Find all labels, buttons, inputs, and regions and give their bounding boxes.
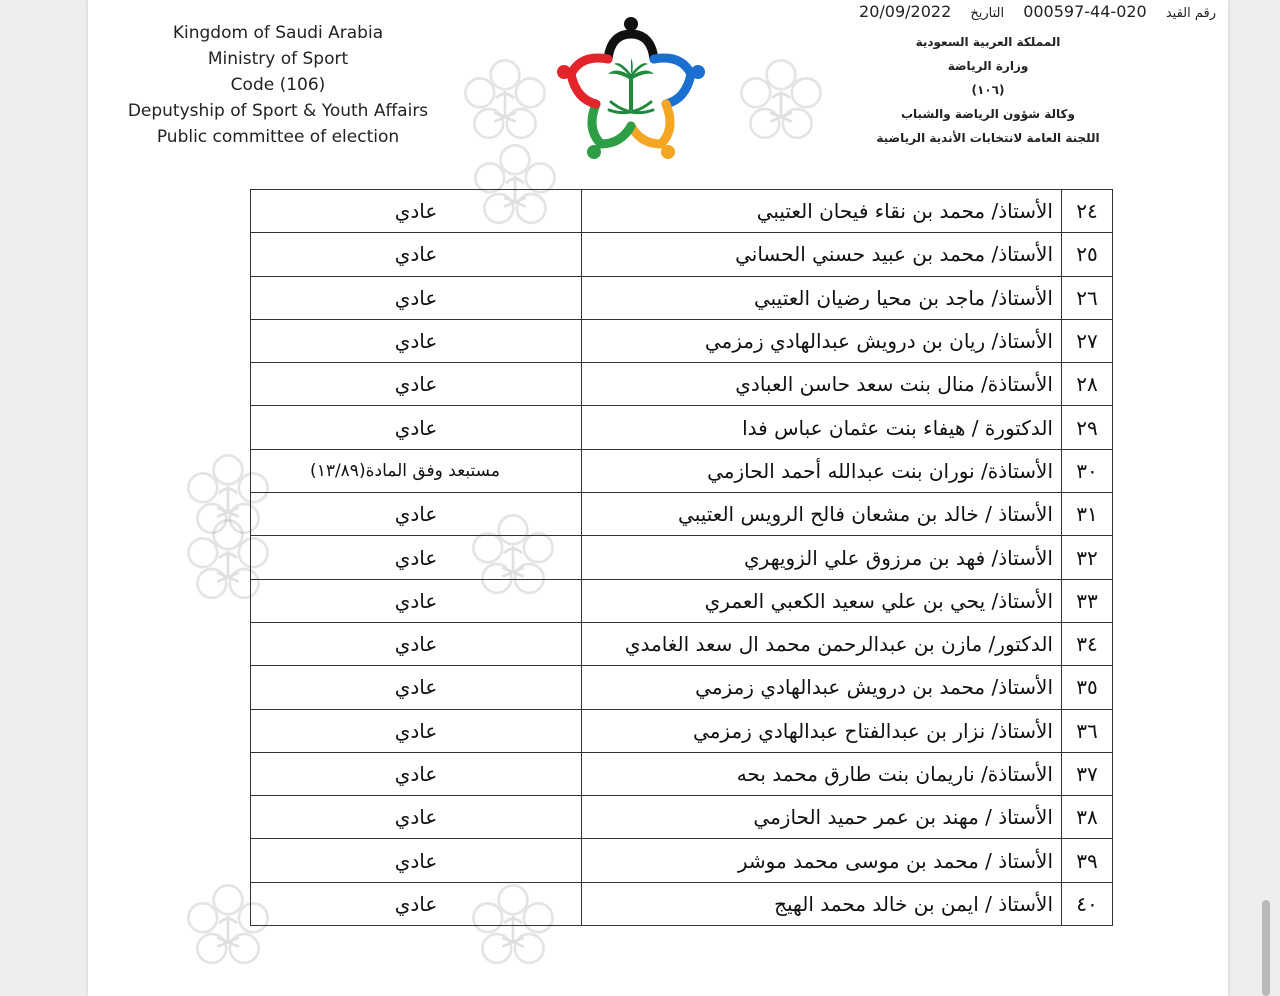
watermark-logo-icon [460,55,550,145]
watermark-logo-icon [736,55,826,145]
candidate-status: عادي [251,622,582,665]
candidate-name: الأستاذ/ محمد بن نقاء فيحان العتيبي [582,190,1062,233]
header-en-ministry: Ministry of Sport [207,49,349,69]
row-number: ٣٨ [1062,796,1113,839]
candidate-status: عادي [251,233,582,276]
header-arabic [838,30,1138,150]
candidate-status: عادي [251,752,582,795]
table-row [251,449,1113,492]
candidate-name: الأستاذ/ ريان بن درويش عبدالهادي زمزمي [582,319,1062,362]
candidate-status: عادي [251,579,582,622]
table-row [251,796,1113,839]
table-row [251,666,1113,709]
candidate-name: الأستاذ/ نزار بن عبدالفتاح عبدالهادي زمزمي [582,709,1062,752]
header-ar-kingdom: المملكة العربية السعودية [915,35,1061,49]
record-label: رقم القيد [1165,6,1216,21]
header-ar-code: (١٠٦) [971,83,1005,97]
row-number: ٣٠ [1062,449,1113,492]
candidate-status: عادي [251,276,582,319]
table-row [251,190,1113,233]
table-row [251,319,1113,362]
table-row [251,622,1113,665]
table-row [251,709,1113,752]
table-row [251,579,1113,622]
row-number: ٣٦ [1062,709,1113,752]
candidate-status: عادي [251,406,582,449]
document-page [88,0,1228,996]
candidates-table [250,189,1113,926]
row-number: ٣٣ [1062,579,1113,622]
document-date: 20/09/2022 [859,2,952,21]
header-en-code: Code (106) [230,75,326,95]
vertical-scrollbar[interactable] [1262,900,1270,996]
header-ar-committee: اللجنة العامة لانتخابات الأندية الرياضية [876,131,1100,145]
table-row [251,493,1113,536]
table-row [251,752,1113,795]
table-row [251,536,1113,579]
candidate-name: الأستاذ / محمد بن موسى محمد موشر [582,839,1062,882]
row-number: ٢٨ [1062,363,1113,406]
candidate-name: الأستاذ / خالد بن مشعان فالح الرويس العتيبي [582,493,1062,536]
candidate-name: الأستاذ / مهند بن عمر حميد الحازمي [582,796,1062,839]
row-number: ٣٤ [1062,622,1113,665]
candidate-name: الأستاذ/ محمد بن درويش عبدالهادي زمزمي [582,666,1062,709]
header-en-deputyship: Deputyship of Sport & Youth Affairs [127,101,429,121]
candidate-name: الأستاذة/ نوران بنت عبدالله أحمد الحازمي [582,449,1062,492]
row-number: ٣٩ [1062,839,1113,882]
table-row [251,839,1113,882]
table-row [251,882,1113,925]
candidate-name: الأستاذ/ يحي بن علي سعيد الكعبي العمري [582,579,1062,622]
candidate-name: الأستاذ/ فهد بن مرزوق علي الزويهري [582,536,1062,579]
row-number: ٢٩ [1062,406,1113,449]
candidates-table-body [251,190,1113,926]
row-number: ٢٤ [1062,190,1113,233]
candidate-name: الأستاذ/ محمد بن عبيد حسني الحساني [582,233,1062,276]
candidate-status: عادي [251,666,582,709]
candidate-status: عادي [251,796,582,839]
table-row [251,233,1113,276]
record-number: 020-44-000597 [1023,2,1147,21]
row-number: ٤٠ [1062,882,1113,925]
header-english [118,20,438,150]
table-row [251,276,1113,319]
date-label: التاريخ [970,6,1005,21]
candidate-name: الدكتورة / هيفاء بنت عثمان عباس فدا [582,406,1062,449]
candidate-name: الأستاذ/ ماجد بن محيا رضيان العتيبي [582,276,1062,319]
table-row [251,406,1113,449]
header-en-committee: Public committee of election [156,127,400,147]
candidate-name: الدكتور/ مازن بن عبدالرحمن محمد ال سعد الغامدي [582,622,1062,665]
candidate-status: عادي [251,190,582,233]
candidate-status: عادي [251,493,582,536]
candidate-status: عادي [251,882,582,925]
candidate-status: عادي [251,709,582,752]
row-number: ٢٥ [1062,233,1113,276]
candidate-status: عادي [251,839,582,882]
header-record-line [845,2,1216,21]
candidate-name: الأستاذة/ منال بنت سعد حاسن العبادي [582,363,1062,406]
row-number: ٣٢ [1062,536,1113,579]
header-ar-deputyship: وكالة شؤون الرياضة والشباب [900,107,1075,121]
candidate-status: مستبعد وفق المادة(١٣/٨٩) [251,449,582,492]
row-number: ٣١ [1062,493,1113,536]
candidate-status: عادي [251,536,582,579]
row-number: ٢٦ [1062,276,1113,319]
ministry-logo-icon [556,14,706,159]
candidate-status: عادي [251,363,582,406]
row-number: ٣٧ [1062,752,1113,795]
header-ar-ministry: وزارة الرياضة [947,59,1029,73]
table-row [251,363,1113,406]
header-en-kingdom: Kingdom of Saudi Arabia [172,23,384,43]
candidate-name: الأستاذ / ايمن بن خالد محمد الهيج [582,882,1062,925]
row-number: ٢٧ [1062,319,1113,362]
candidate-name: الأستاذة/ ناريمان بنت طارق محمد بحه [582,752,1062,795]
candidate-status: عادي [251,319,582,362]
row-number: ٣٥ [1062,666,1113,709]
